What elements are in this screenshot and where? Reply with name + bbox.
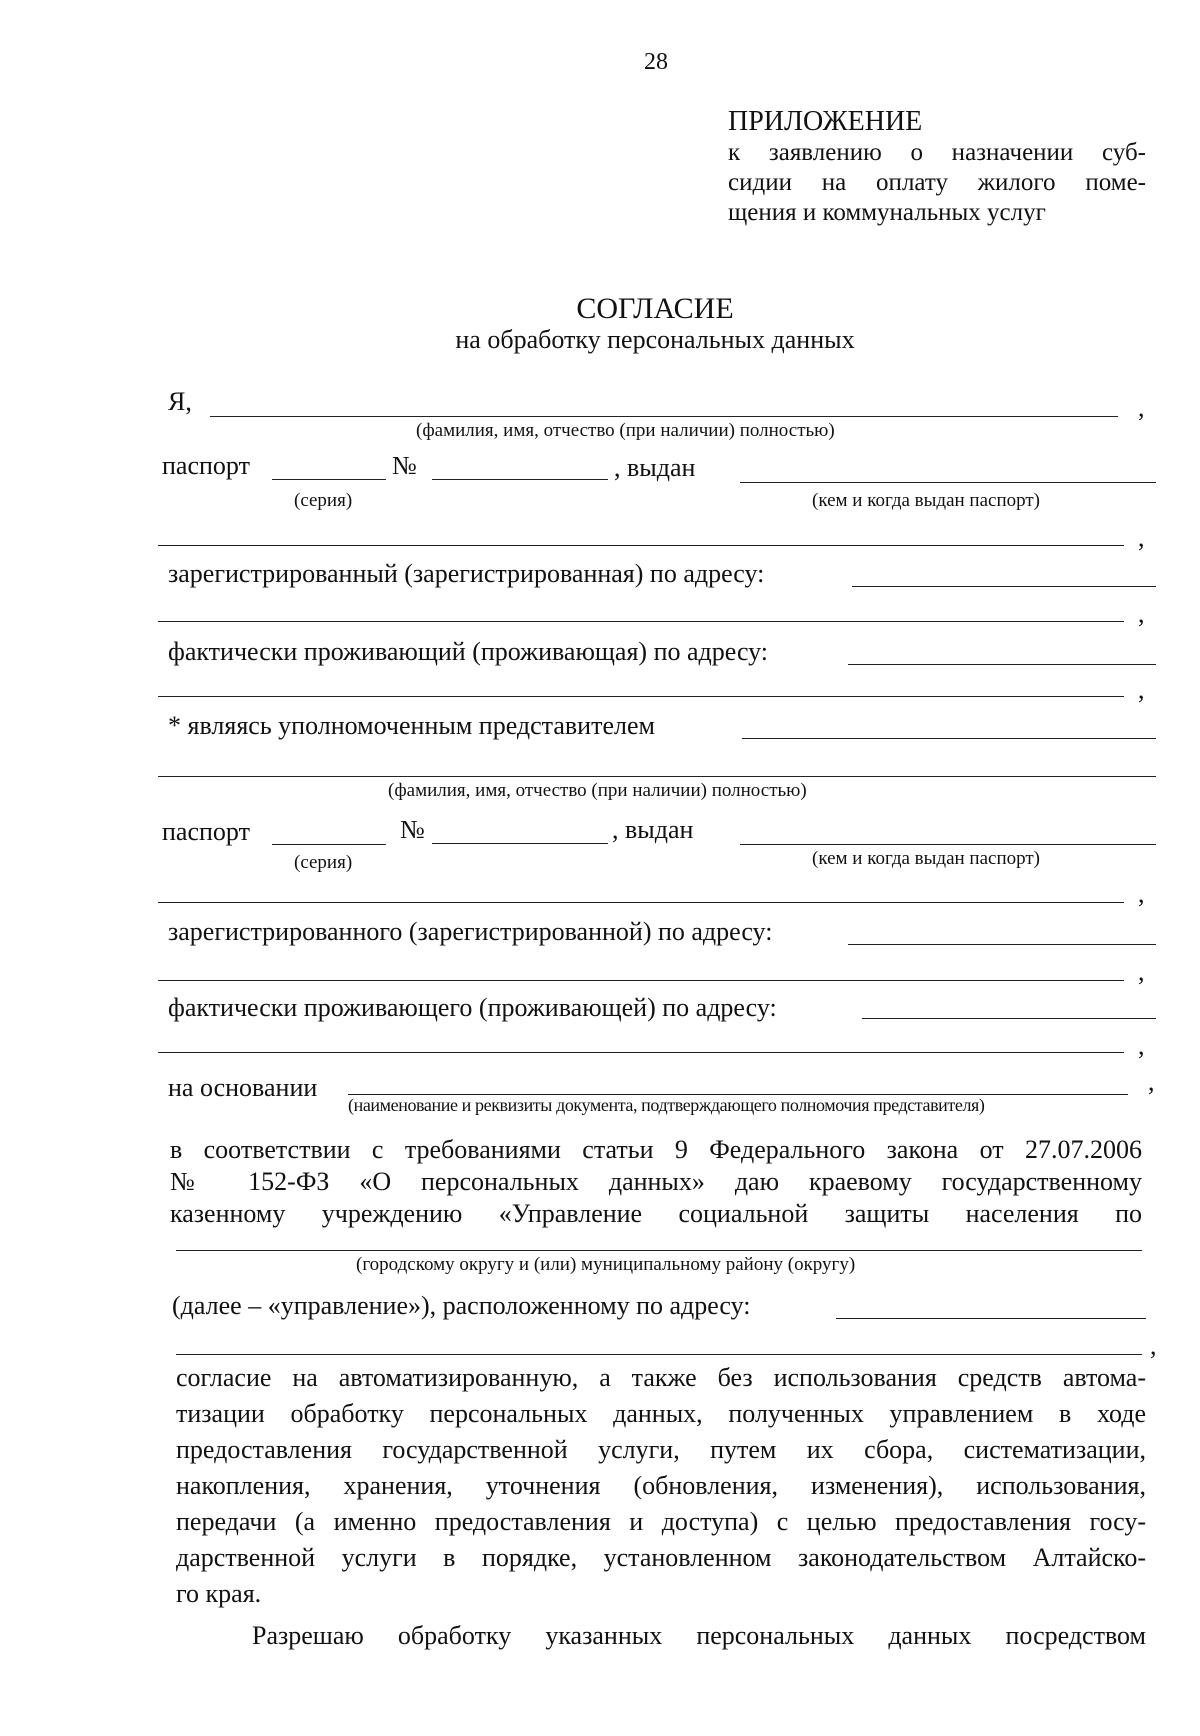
document-title: СОГЛАСИЕ <box>576 292 734 325</box>
comma: , <box>1138 1031 1145 1060</box>
comma: , <box>1150 1331 1157 1360</box>
registered-label: зарегистрированный (зарегистрированная) по адресу: <box>168 559 765 588</box>
living-address-line[interactable] <box>848 664 1156 665</box>
district-line[interactable] <box>176 1250 1142 1251</box>
basis-label: на основании <box>168 1073 318 1102</box>
passport-issued-line[interactable] <box>740 482 1156 483</box>
paragraph-line: предоставления государственной услуги, путем их сбора, систематизации, <box>176 1435 1146 1464</box>
rep-series-caption: (серия) <box>294 852 353 873</box>
rep-issued-continuation-line[interactable] <box>158 902 1124 903</box>
paragraph-line: тизации обработку персональных данных, полученных управлением в ходе <box>176 1399 1146 1428</box>
rep-issued-caption: (кем и когда выдан паспорт) <box>812 848 1041 869</box>
rep-passport-label: паспорт <box>162 817 250 846</box>
number-sign: № <box>392 451 417 480</box>
paragraph-line: согласие на автоматизированную, а также без использования средств автома- <box>176 1363 1146 1392</box>
rep-registered-line-2[interactable] <box>158 980 1124 981</box>
representative-line[interactable] <box>742 738 1156 739</box>
paragraph-line: в соответствии с требованиями статьи 9 Федерального закона от 27.07.2006 <box>170 1135 1142 1164</box>
office-address-line[interactable] <box>836 1318 1146 1319</box>
paragraph-line: передачи (а именно предоставления и доступа) с целью предоставления госу- <box>176 1507 1146 1536</box>
paragraph-line: № 152-ФЗ «О персональных данных» даю краевому государственному <box>170 1167 1142 1196</box>
appendix-line: сидии на оплату жилого поме- <box>728 169 1146 196</box>
living-label: фактически проживающий (проживающая) по адресу: <box>168 637 769 666</box>
paragraph-line: дарственной услуги в порядке, установленном законодательством Алтайско- <box>176 1543 1146 1572</box>
living-address-line-2[interactable] <box>158 696 1124 697</box>
page-number: 28 <box>644 49 668 75</box>
registered-address-line-2[interactable] <box>158 621 1124 622</box>
basis-caption: (наименование и реквизиты документа, подтверждающего полномочия представителя) <box>348 1095 985 1115</box>
passport-series-line[interactable] <box>272 479 386 480</box>
address-line-label: (далее – «управление»), расположенному по адресу: <box>172 1291 751 1320</box>
rep-living-label: фактически проживающего (проживающей) по адресу: <box>168 993 777 1022</box>
comma: , <box>1138 675 1145 704</box>
comma: , <box>1138 957 1145 986</box>
appendix-title: ПРИЛОЖЕНИЕ <box>728 106 923 137</box>
passport-label: паспорт <box>162 451 250 480</box>
representative-line-2[interactable] <box>158 776 1156 777</box>
rep-passport-series-line[interactable] <box>272 844 386 845</box>
rep-living-line-2[interactable] <box>158 1052 1124 1053</box>
ya-label: Я, <box>168 387 192 416</box>
rep-issued-label: , выдан <box>612 815 694 844</box>
office-address-line-2[interactable] <box>176 1354 1142 1355</box>
comma: , <box>1138 393 1145 422</box>
issued-continuation-line[interactable] <box>158 545 1124 546</box>
comma: , <box>1138 879 1145 908</box>
fio-line[interactable] <box>210 416 1118 417</box>
document-subtitle: на обработку персональных данных <box>455 325 855 354</box>
rep-passport-number-line[interactable] <box>432 843 608 844</box>
appendix-line: к заявлению о назначении суб- <box>728 139 1146 166</box>
rep-registered-label: зарегистрированного (зарегистрированной) по адресу: <box>168 917 773 946</box>
comma: , <box>1138 599 1145 628</box>
rep-living-line[interactable] <box>862 1018 1156 1019</box>
rep-passport-issued-line[interactable] <box>740 844 1156 845</box>
passport-number-line[interactable] <box>432 479 608 480</box>
comma: , <box>1148 1067 1155 1096</box>
issued-label: , выдан <box>614 453 696 482</box>
series-caption: (серия) <box>294 490 353 511</box>
paragraph-line: казенному учреждению «Управление социальной защиты населения по <box>170 1199 1142 1228</box>
comma: , <box>1138 523 1145 552</box>
fio-caption: (фамилия, имя, отчество (при наличии) полностью) <box>416 420 835 441</box>
appendix-line: щения и коммунальных услуг <box>728 199 1046 226</box>
district-caption: (городскому округу и (или) муниципальному району (округу) <box>356 1254 856 1275</box>
representative-label: * являясь уполномоченным представителем <box>168 711 655 740</box>
paragraph-line: го края. <box>176 1579 262 1608</box>
number-sign: № <box>400 815 425 844</box>
rep-fio-caption: (фамилия, имя, отчество (при наличии) полностью) <box>388 780 807 801</box>
registered-address-line[interactable] <box>852 586 1156 587</box>
issued-caption: (кем и когда выдан паспорт) <box>812 490 1041 511</box>
paragraph-line: Разрешаю обработку указанных персональных данных посредством <box>252 1621 1146 1650</box>
rep-registered-line[interactable] <box>848 944 1156 945</box>
paragraph-line: накопления, хранения, уточнения (обновления, изменения), использования, <box>176 1471 1146 1500</box>
